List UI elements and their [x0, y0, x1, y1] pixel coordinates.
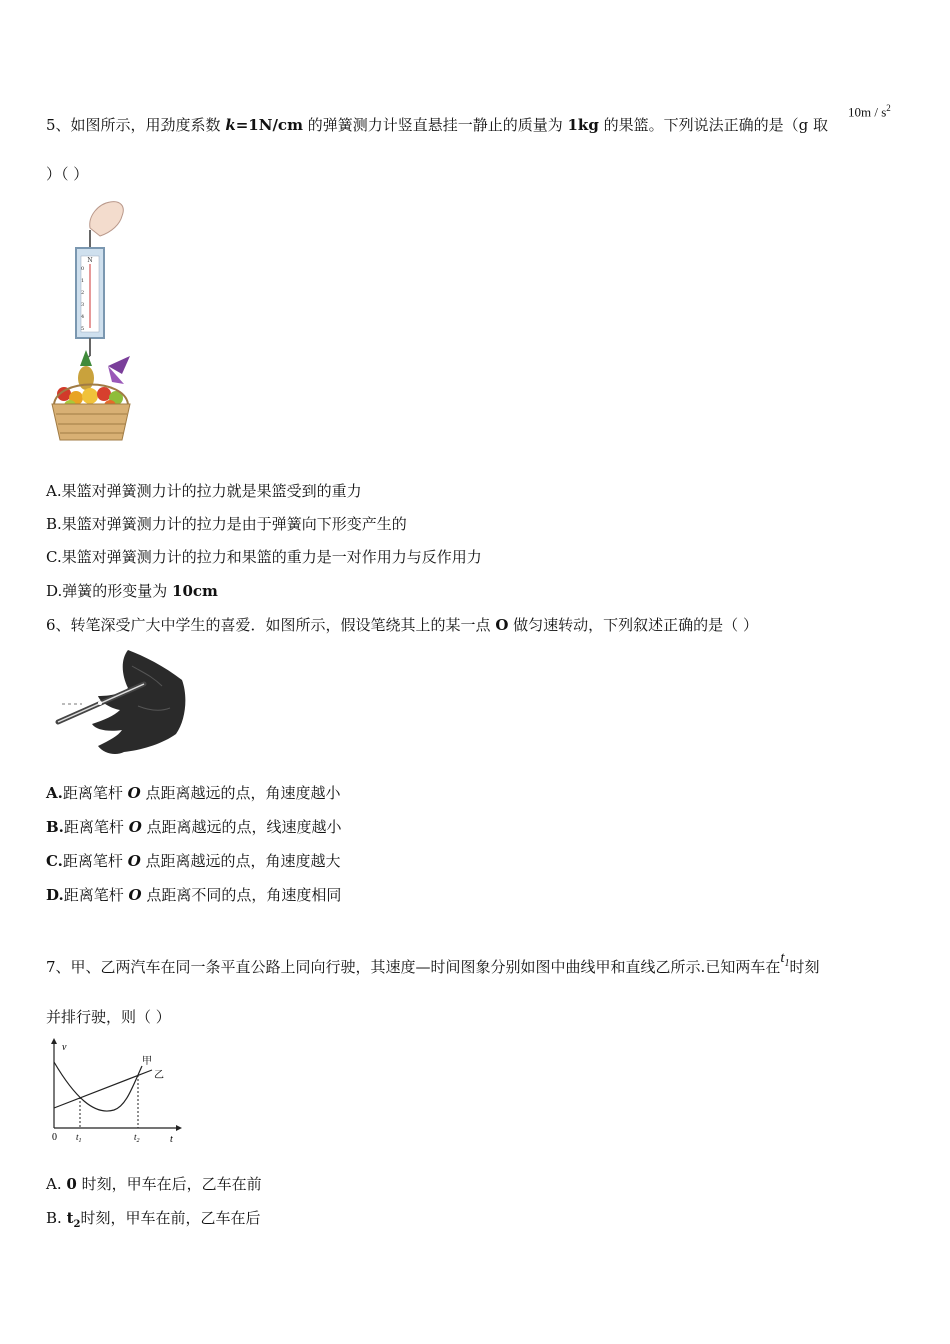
q6-option-d: D.距离笔杆 O 点距离不同的点，角速度相同	[46, 886, 342, 904]
svg-text:t: t	[170, 1134, 173, 1145]
q5-stem-line1: 5、如图所示，用劲度系数 k=1N/cm 的弹簧测力计竖直悬挂一静止的质量为 1kg 的果篮。下列说法正确的是（g 取	[46, 116, 828, 134]
curve-jia	[54, 1062, 142, 1111]
svg-text:0: 0	[52, 1132, 57, 1143]
q5-option-b: B.果篮对弹簧测力计的拉力是由于弹簧向下形变产生的	[46, 515, 407, 533]
q5-option-c: C.果篮对弹簧测力计的拉力和果篮的重力是一对作用力与反作用力	[46, 548, 482, 566]
svg-text:N: N	[87, 257, 93, 264]
svg-text:t1: $t_1$	[76, 1132, 82, 1144]
q7-stem-line1: 7、甲、乙两汽车在同一条平直公路上同向行驶，其速度—时间图象分别如图中曲线甲和直线乙所示.已知两车在$t_1$时刻	[46, 950, 820, 976]
q7-option-b: B. $t_2$时刻，甲车在前，乙车在后	[46, 1209, 261, 1230]
q7-option-a: A. 0 时刻，甲车在后，乙车在前	[46, 1175, 262, 1193]
svg-text:乙: 乙	[154, 1070, 164, 1081]
q6-option-a: A.距离笔杆 O 点距离越远的点，角速度越小	[46, 784, 341, 802]
q6-stem: 6、转笔深受广大中学生的喜爱．如图所示，假设笔绕其上的某一点 O 做匀速转动，下列叙述正确的是（ ）	[46, 616, 758, 634]
t1-symbol: $t_1$	[780, 950, 790, 969]
hand-icon	[90, 202, 124, 236]
svg-text:2: 2	[81, 290, 85, 296]
q5-option-a: A.果篮对弹簧测力计的拉力就是果篮受到的重力	[46, 482, 362, 500]
svg-text:t2: $t_2$	[134, 1132, 140, 1144]
q5-stem-line2: ）（ ）	[46, 165, 89, 183]
svg-text:5: 5	[81, 326, 85, 332]
svg-text:4: 4	[81, 314, 85, 320]
spring-scale-figure	[50, 198, 140, 448]
svg-text:v: v	[62, 1042, 67, 1053]
vt-graph-figure	[44, 1036, 184, 1148]
q5-option-d: D.弹簧的形变量为 10cm	[46, 582, 218, 600]
svg-text:0: 0	[81, 266, 85, 272]
q6-option-c: C.距离笔杆 O 点距离越远的点，角速度越大	[46, 852, 341, 870]
q7-stem-line2: 并排行驶，则（ ）	[46, 1008, 171, 1026]
svg-text:3: 3	[81, 302, 85, 308]
q6-option-b: B.距离笔杆 O 点距离越远的点，线速度越小	[46, 818, 342, 836]
pen-spinning-figure	[52, 646, 188, 758]
svg-text:甲: 甲	[142, 1056, 152, 1067]
svg-text:1: 1	[81, 278, 85, 284]
g-value: $10m / s^2$	[848, 103, 891, 120]
